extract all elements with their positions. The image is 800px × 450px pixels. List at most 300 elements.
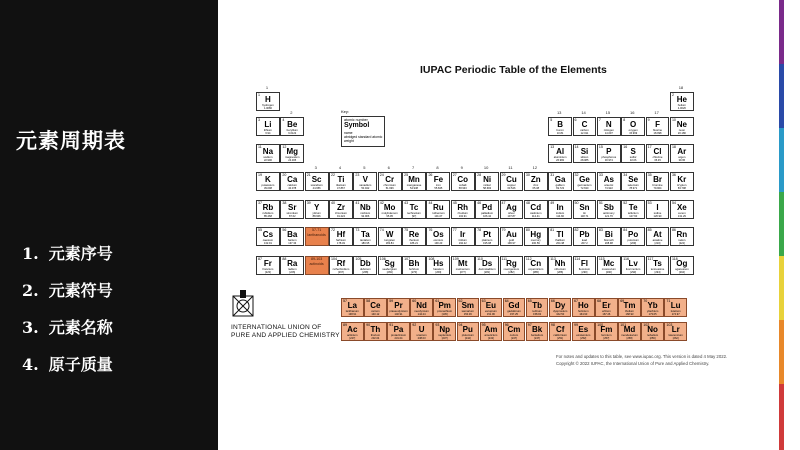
atomic-number: 38 xyxy=(282,201,287,205)
element-cell-sn xyxy=(573,200,597,219)
atomic-number: 28 xyxy=(477,173,482,177)
atomic-weight: [269] xyxy=(386,271,393,274)
element-cell-mt xyxy=(451,256,475,275)
atomic-number: 21 xyxy=(306,173,311,177)
iupac-logo-text xyxy=(231,324,340,340)
element-name: neodymium xyxy=(414,309,429,313)
element-cell-yb xyxy=(641,298,664,317)
element-cell-xe xyxy=(670,200,694,219)
element-name: einsteinium xyxy=(576,333,591,337)
element-symbol: U xyxy=(418,325,425,334)
element-cell-sr xyxy=(280,200,304,219)
atomic-weight: [282] xyxy=(508,271,515,274)
element-symbol: As xyxy=(603,175,614,184)
atomic-number: 18 xyxy=(671,145,676,149)
atomic-weight: 101.07 xyxy=(434,215,443,218)
element-name: rubidium xyxy=(262,211,274,215)
element-name: dysprosium xyxy=(553,309,568,313)
atomic-weight: 58.693 xyxy=(483,187,492,190)
element-cell-w xyxy=(378,227,402,246)
atomic-weight: 14.007 xyxy=(604,132,613,135)
element-name: beryllium xyxy=(286,128,298,132)
element-symbol: Rf xyxy=(336,259,346,268)
element-symbol: Cn xyxy=(530,259,542,268)
element-name: protactinium xyxy=(390,333,407,337)
atomic-weight: 138.91 xyxy=(348,313,357,316)
atomic-number: 20 xyxy=(282,173,287,177)
atomic-weight: 6.94 xyxy=(265,132,271,135)
element-cell-v xyxy=(353,172,377,191)
element-symbol: Po xyxy=(628,230,639,239)
atomic-number: 25 xyxy=(404,173,409,177)
atomic-number: 83 xyxy=(598,228,603,232)
atomic-weight: [145] xyxy=(441,313,448,316)
atomic-weight: 35.45 xyxy=(654,159,661,162)
element-symbol: Sm xyxy=(461,301,475,310)
atomic-weight: 132.91 xyxy=(263,242,272,245)
atomic-weight: 127.60 xyxy=(629,215,638,218)
atomic-number: 63 xyxy=(481,299,486,303)
element-name: gold xyxy=(508,238,515,242)
element-symbol: Zr xyxy=(336,203,345,212)
element-cell-o xyxy=(621,117,645,136)
element-name: arsenic xyxy=(604,183,614,187)
element-name: yttrium xyxy=(312,211,321,215)
element-name: ruthenium xyxy=(432,211,445,215)
element-symbol: Mg xyxy=(286,147,299,156)
element-symbol: B xyxy=(557,120,563,129)
atomic-number: 7 xyxy=(598,118,601,122)
atomic-number: 92 xyxy=(412,323,417,327)
atomic-weight: 114.82 xyxy=(556,215,564,218)
element-name: mercury xyxy=(530,238,541,242)
element-symbol: He xyxy=(676,95,687,104)
atomic-number: 35 xyxy=(647,173,652,177)
element-name: helium xyxy=(677,103,686,107)
element-cell-lv xyxy=(621,256,645,275)
topic-number: 2. xyxy=(22,281,39,300)
element-name: niobium xyxy=(360,211,371,215)
atomic-weight: 238.03 xyxy=(417,337,426,340)
element-name: aluminium xyxy=(553,155,567,159)
element-name: fluorine xyxy=(652,128,663,132)
element-cell-lu xyxy=(664,298,687,317)
element-cell-eu xyxy=(480,298,503,317)
atomic-weight: 63.546 xyxy=(507,187,516,190)
atomic-number: 113 xyxy=(550,257,556,261)
element-symbol: Es xyxy=(578,325,589,334)
element-symbol: Pd xyxy=(481,203,493,212)
element-name: nickel xyxy=(483,183,491,187)
atomic-number: 6 xyxy=(574,118,577,122)
atomic-weight: 58.933 xyxy=(458,187,467,190)
group-number: 18 xyxy=(678,85,684,90)
element-symbol: Pm xyxy=(438,301,451,310)
element-symbol: Fm xyxy=(600,325,613,334)
atomic-number: 59 xyxy=(389,299,394,303)
element-cell-ds xyxy=(475,256,499,275)
element-cell-cd xyxy=(524,200,548,219)
element-symbol: Rh xyxy=(457,203,469,212)
group-number: 13 xyxy=(556,110,562,115)
atomic-weight: 15.999 xyxy=(629,132,638,135)
topic-label: 原子质量 xyxy=(48,355,113,374)
group-number: 2 xyxy=(290,110,293,115)
element-name: flerovium xyxy=(578,267,591,271)
element-cell-fr xyxy=(256,256,280,275)
element-name: zirconium xyxy=(334,211,347,215)
atomic-number: 74 xyxy=(379,228,384,232)
element-cell-p xyxy=(597,144,621,163)
element-symbol: O xyxy=(630,120,637,129)
atomic-number: 23 xyxy=(355,173,360,177)
atomic-number: 76 xyxy=(428,228,433,232)
element-cell-nh xyxy=(548,256,572,275)
atomic-number: 19 xyxy=(258,173,262,177)
atomic-weight: [243] xyxy=(488,337,494,340)
element-symbol: Ho xyxy=(577,301,589,310)
group-number: 3 xyxy=(314,165,317,170)
atomic-number: 14 xyxy=(574,145,579,149)
element-symbol: Fr xyxy=(263,259,272,268)
element-name: copper xyxy=(507,183,516,187)
element-name: polonium xyxy=(627,238,639,242)
element-name: erbium xyxy=(602,309,611,313)
element-symbol: Ti xyxy=(337,175,345,184)
element-symbol: Bk xyxy=(531,325,543,334)
group-number: 17 xyxy=(654,110,659,115)
atomic-number: 108 xyxy=(428,257,435,261)
element-cell-cl xyxy=(646,144,670,163)
element-symbol: Nb xyxy=(359,203,371,212)
atomic-number: 65 xyxy=(527,299,532,303)
topic-label: 元素序号 xyxy=(48,244,113,263)
atomic-number: 42 xyxy=(379,201,384,205)
atomic-number: 111 xyxy=(501,257,507,261)
element-symbol: Lv xyxy=(628,259,638,268)
element-symbol: Ba xyxy=(287,230,298,239)
element-symbol: Mc xyxy=(603,259,615,268)
atomic-number: 4 xyxy=(282,118,285,122)
element-symbol: H xyxy=(265,95,271,104)
group-number: 11 xyxy=(508,165,513,170)
element-cell-au xyxy=(500,227,524,246)
atomic-number: 72 xyxy=(331,228,336,232)
atomic-weight: 50.942 xyxy=(361,187,370,190)
atomic-number: 30 xyxy=(525,173,530,177)
atomic-number: 55 xyxy=(258,228,262,232)
atomic-number: 77 xyxy=(452,228,457,232)
atomic-number: 105 xyxy=(355,257,362,261)
atomic-number: 46 xyxy=(477,201,482,205)
atomic-number: 29 xyxy=(501,173,506,177)
atomic-weight: 12.011 xyxy=(580,132,589,135)
element-cell-ca xyxy=(280,172,304,191)
element-name: lithium xyxy=(263,128,272,132)
element-cell-y xyxy=(305,200,329,219)
element-cell-rg xyxy=(500,256,524,275)
element-symbol: W xyxy=(385,230,394,239)
element-cell-ne xyxy=(670,117,694,136)
element-symbol: S xyxy=(630,147,636,156)
element-symbol: Er xyxy=(602,301,611,310)
placeholder-range: 89-103 xyxy=(311,257,323,261)
atomic-number: 87 xyxy=(258,257,262,261)
atomic-weight: 102.91 xyxy=(458,215,467,218)
element-symbol: Si xyxy=(580,147,589,156)
atomic-weight: 39.098 xyxy=(263,187,272,190)
atomic-number: 78 xyxy=(477,228,482,232)
atomic-number: 85 xyxy=(647,228,652,232)
atomic-number: 27 xyxy=(452,173,457,177)
element-name: radon xyxy=(678,238,686,242)
element-symbol: Gd xyxy=(508,301,520,310)
atomic-number: 5 xyxy=(550,118,553,122)
atomic-number: 54 xyxy=(671,201,676,205)
group-number: 4 xyxy=(338,165,342,170)
group-number: 1 xyxy=(265,85,269,90)
atomic-weight: 232.04 xyxy=(371,337,380,340)
group-number: 6 xyxy=(387,165,390,170)
element-cell-br xyxy=(646,172,670,191)
element-symbol: Cr xyxy=(385,175,395,184)
atomic-number: 84 xyxy=(623,228,628,232)
atomic-weight: 231.04 xyxy=(394,337,403,340)
element-name: palladium xyxy=(481,211,494,215)
slide-title: 元素周期表 xyxy=(16,129,126,153)
element-cell-sc xyxy=(305,172,329,191)
element-name: bismuth xyxy=(603,238,614,242)
atomic-number: 44 xyxy=(428,201,433,205)
atomic-weight: 144.24 xyxy=(417,313,426,316)
element-symbol: Ne xyxy=(676,120,687,129)
element-cell-co xyxy=(451,172,475,191)
atomic-number: 64 xyxy=(504,299,509,303)
atomic-number: 71 xyxy=(666,299,671,303)
atomic-weight: [281] xyxy=(484,271,490,274)
element-cell-er xyxy=(595,298,618,317)
element-name: nihonium xyxy=(554,267,566,271)
element-cell-rn xyxy=(670,227,694,246)
element-symbol: Nd xyxy=(416,301,427,310)
element-symbol: V xyxy=(362,175,368,184)
element-symbol: Co xyxy=(457,175,469,184)
atomic-weight: [209] xyxy=(630,242,637,245)
element-symbol: Se xyxy=(628,175,639,184)
element-name: magnesium xyxy=(285,155,300,159)
atomic-number: 33 xyxy=(598,173,603,177)
atomic-number: 34 xyxy=(623,173,628,177)
element-symbol: Mt xyxy=(458,259,468,268)
element-name: chlorine xyxy=(652,155,663,159)
atomic-weight: [251] xyxy=(557,337,564,340)
element-symbol: Og xyxy=(676,259,688,268)
element-cell-tl xyxy=(548,227,572,246)
atomic-weight: 140.91 xyxy=(394,313,403,316)
element-name: ytterbium xyxy=(646,309,659,313)
element-name: terbium xyxy=(532,309,542,313)
element-name: lawrencium xyxy=(668,333,683,337)
element-cell-hs xyxy=(426,256,450,275)
group-number: 10 xyxy=(483,165,489,170)
element-symbol: Rg xyxy=(506,259,517,268)
atomic-weight: 26.982 xyxy=(556,159,565,162)
atomic-weight: 174.97 xyxy=(671,313,680,316)
element-cell-c xyxy=(573,117,597,136)
element-name: boron xyxy=(556,128,564,132)
atomic-weight: 196.97 xyxy=(507,242,516,245)
element-symbol: Pb xyxy=(579,230,590,239)
atomic-number: 114 xyxy=(574,257,581,261)
element-cell-at xyxy=(646,227,670,246)
atomic-number: 45 xyxy=(452,201,457,205)
element-name: dubnium xyxy=(359,267,371,271)
element-name: phosphorus xyxy=(601,155,617,159)
element-symbol: Au xyxy=(506,230,517,239)
atomic-weight: 30.974 xyxy=(604,159,613,162)
atomic-number: 24 xyxy=(379,173,384,177)
element-cell-in xyxy=(548,200,572,219)
element-cell-no xyxy=(641,322,664,341)
element-cell-pr xyxy=(387,298,410,317)
element-symbol: Ga xyxy=(554,175,566,184)
atomic-weight: 106.42 xyxy=(483,215,492,218)
element-cell-pd xyxy=(475,200,499,219)
element-cell-li xyxy=(256,117,280,136)
element-cell-bk xyxy=(526,322,549,341)
element-cell-rb xyxy=(256,200,280,219)
element-cell-pt xyxy=(475,227,499,246)
atomic-weight: 18.998 xyxy=(653,132,662,135)
footnote-line-2: Copyright © 2022 IUPAC, the International Union of Pure and Applied Chemistry. xyxy=(556,361,710,366)
element-symbol: Ca xyxy=(287,175,298,184)
atomic-number: 69 xyxy=(620,299,625,303)
element-name: lanthanum xyxy=(345,309,359,313)
group-number: 14 xyxy=(581,110,586,115)
element-symbol: Zn xyxy=(530,175,541,184)
element-name: cadmium xyxy=(530,211,542,215)
group-number: 15 xyxy=(605,110,611,115)
atomic-number: 95 xyxy=(481,323,486,327)
element-symbol: Os xyxy=(433,230,444,239)
element-name: berkelium xyxy=(531,333,544,337)
group-number: 7 xyxy=(411,165,415,170)
atomic-number: 100 xyxy=(597,323,604,327)
element-name: tin xyxy=(582,211,586,215)
atomic-weight: 92.906 xyxy=(361,215,370,218)
element-cell-tb xyxy=(526,298,549,317)
element-symbol: Te xyxy=(628,203,638,212)
atomic-weight: 9.0122 xyxy=(288,132,297,135)
atomic-number: 101 xyxy=(620,323,627,327)
element-name: praseodymium xyxy=(389,309,408,313)
atomic-number: 32 xyxy=(574,173,579,177)
atomic-weight: [258] xyxy=(626,337,633,340)
atomic-number: 68 xyxy=(597,299,602,303)
element-symbol: Hs xyxy=(433,259,444,268)
element-name: nitrogen xyxy=(603,128,614,132)
element-name: lutetium xyxy=(670,309,681,313)
element-symbol: Ra xyxy=(287,259,298,268)
atomic-weight: 1.0080 xyxy=(263,107,272,110)
atomic-weight: 178.49 xyxy=(337,242,345,245)
atomic-number: 98 xyxy=(550,323,555,327)
atomic-number: 89 xyxy=(343,323,347,327)
key-atomic-number: atomic number xyxy=(344,118,368,122)
atomic-number: 110 xyxy=(477,257,483,261)
atomic-number: 49 xyxy=(550,201,555,205)
periodic-table-title: IUPAC Periodic Table of the Elements xyxy=(420,64,607,76)
atomic-weight: 88.906 xyxy=(312,215,321,218)
element-symbol: Th xyxy=(370,325,381,334)
atomic-weight: 164.93 xyxy=(579,313,588,316)
topic-number: 3. xyxy=(22,318,39,337)
atomic-weight: 87.62 xyxy=(289,215,296,218)
element-symbol: Dy xyxy=(555,301,566,310)
element-cell-mo xyxy=(378,200,402,219)
element-name: hydrogen xyxy=(262,103,274,107)
atomic-weight: 22.990 xyxy=(263,159,272,162)
element-name: moscovium xyxy=(601,267,616,271)
atomic-weight: 95.95 xyxy=(386,215,393,218)
element-cell-pm xyxy=(433,298,456,317)
element-cell-am xyxy=(480,322,503,341)
element-symbol: Db xyxy=(359,259,371,268)
atomic-weight: 112.41 xyxy=(531,215,540,218)
element-symbol: Sc xyxy=(311,175,322,184)
atomic-number: 52 xyxy=(623,201,628,205)
element-name: uranium xyxy=(416,333,427,337)
element-symbol: Hg xyxy=(530,230,542,239)
element-symbol: At xyxy=(653,230,662,239)
element-cell-bh xyxy=(402,256,426,275)
element-name: zinc xyxy=(533,183,539,187)
atomic-number: 91 xyxy=(389,323,394,327)
atomic-weight: 107.87 xyxy=(507,215,516,218)
placeholder-lanthanoids xyxy=(305,227,329,246)
element-name: seaborgium xyxy=(382,267,397,271)
atomic-number: 86 xyxy=(671,228,676,232)
element-cell-ru xyxy=(426,200,450,219)
element-symbol: Cl xyxy=(653,147,662,156)
atomic-weight: 173.05 xyxy=(648,313,657,316)
element-symbol: N xyxy=(605,120,612,129)
element-cell-ag xyxy=(500,200,524,219)
element-name: oxygen xyxy=(628,128,638,132)
element-symbol: Sg xyxy=(384,259,395,268)
atomic-number: 81 xyxy=(550,228,555,232)
atomic-number: 15 xyxy=(598,145,603,149)
element-cell-f xyxy=(646,117,670,136)
atomic-number: 115 xyxy=(598,257,605,261)
element-cell-ar xyxy=(670,144,694,163)
atomic-number: 11 xyxy=(258,145,262,149)
element-name: californium xyxy=(553,333,567,337)
logo-line-2: PURE AND APPLIED CHEMISTRY xyxy=(231,332,340,340)
atomic-number: 10 xyxy=(671,118,676,122)
atomic-number: 88 xyxy=(282,257,287,261)
atomic-weight: 55.845 xyxy=(434,187,443,190)
placeholder-actinoids xyxy=(305,256,329,275)
atomic-weight: 121.76 xyxy=(604,215,613,218)
element-name: sodium xyxy=(263,155,273,159)
element-name: mendelevium xyxy=(621,333,638,337)
element-cell-sm xyxy=(457,298,480,317)
element-name: roentgenium xyxy=(503,267,520,271)
atomic-weight: 207.2 xyxy=(581,242,588,245)
element-cell-ce xyxy=(364,298,387,317)
atomic-number: 61 xyxy=(435,299,440,303)
